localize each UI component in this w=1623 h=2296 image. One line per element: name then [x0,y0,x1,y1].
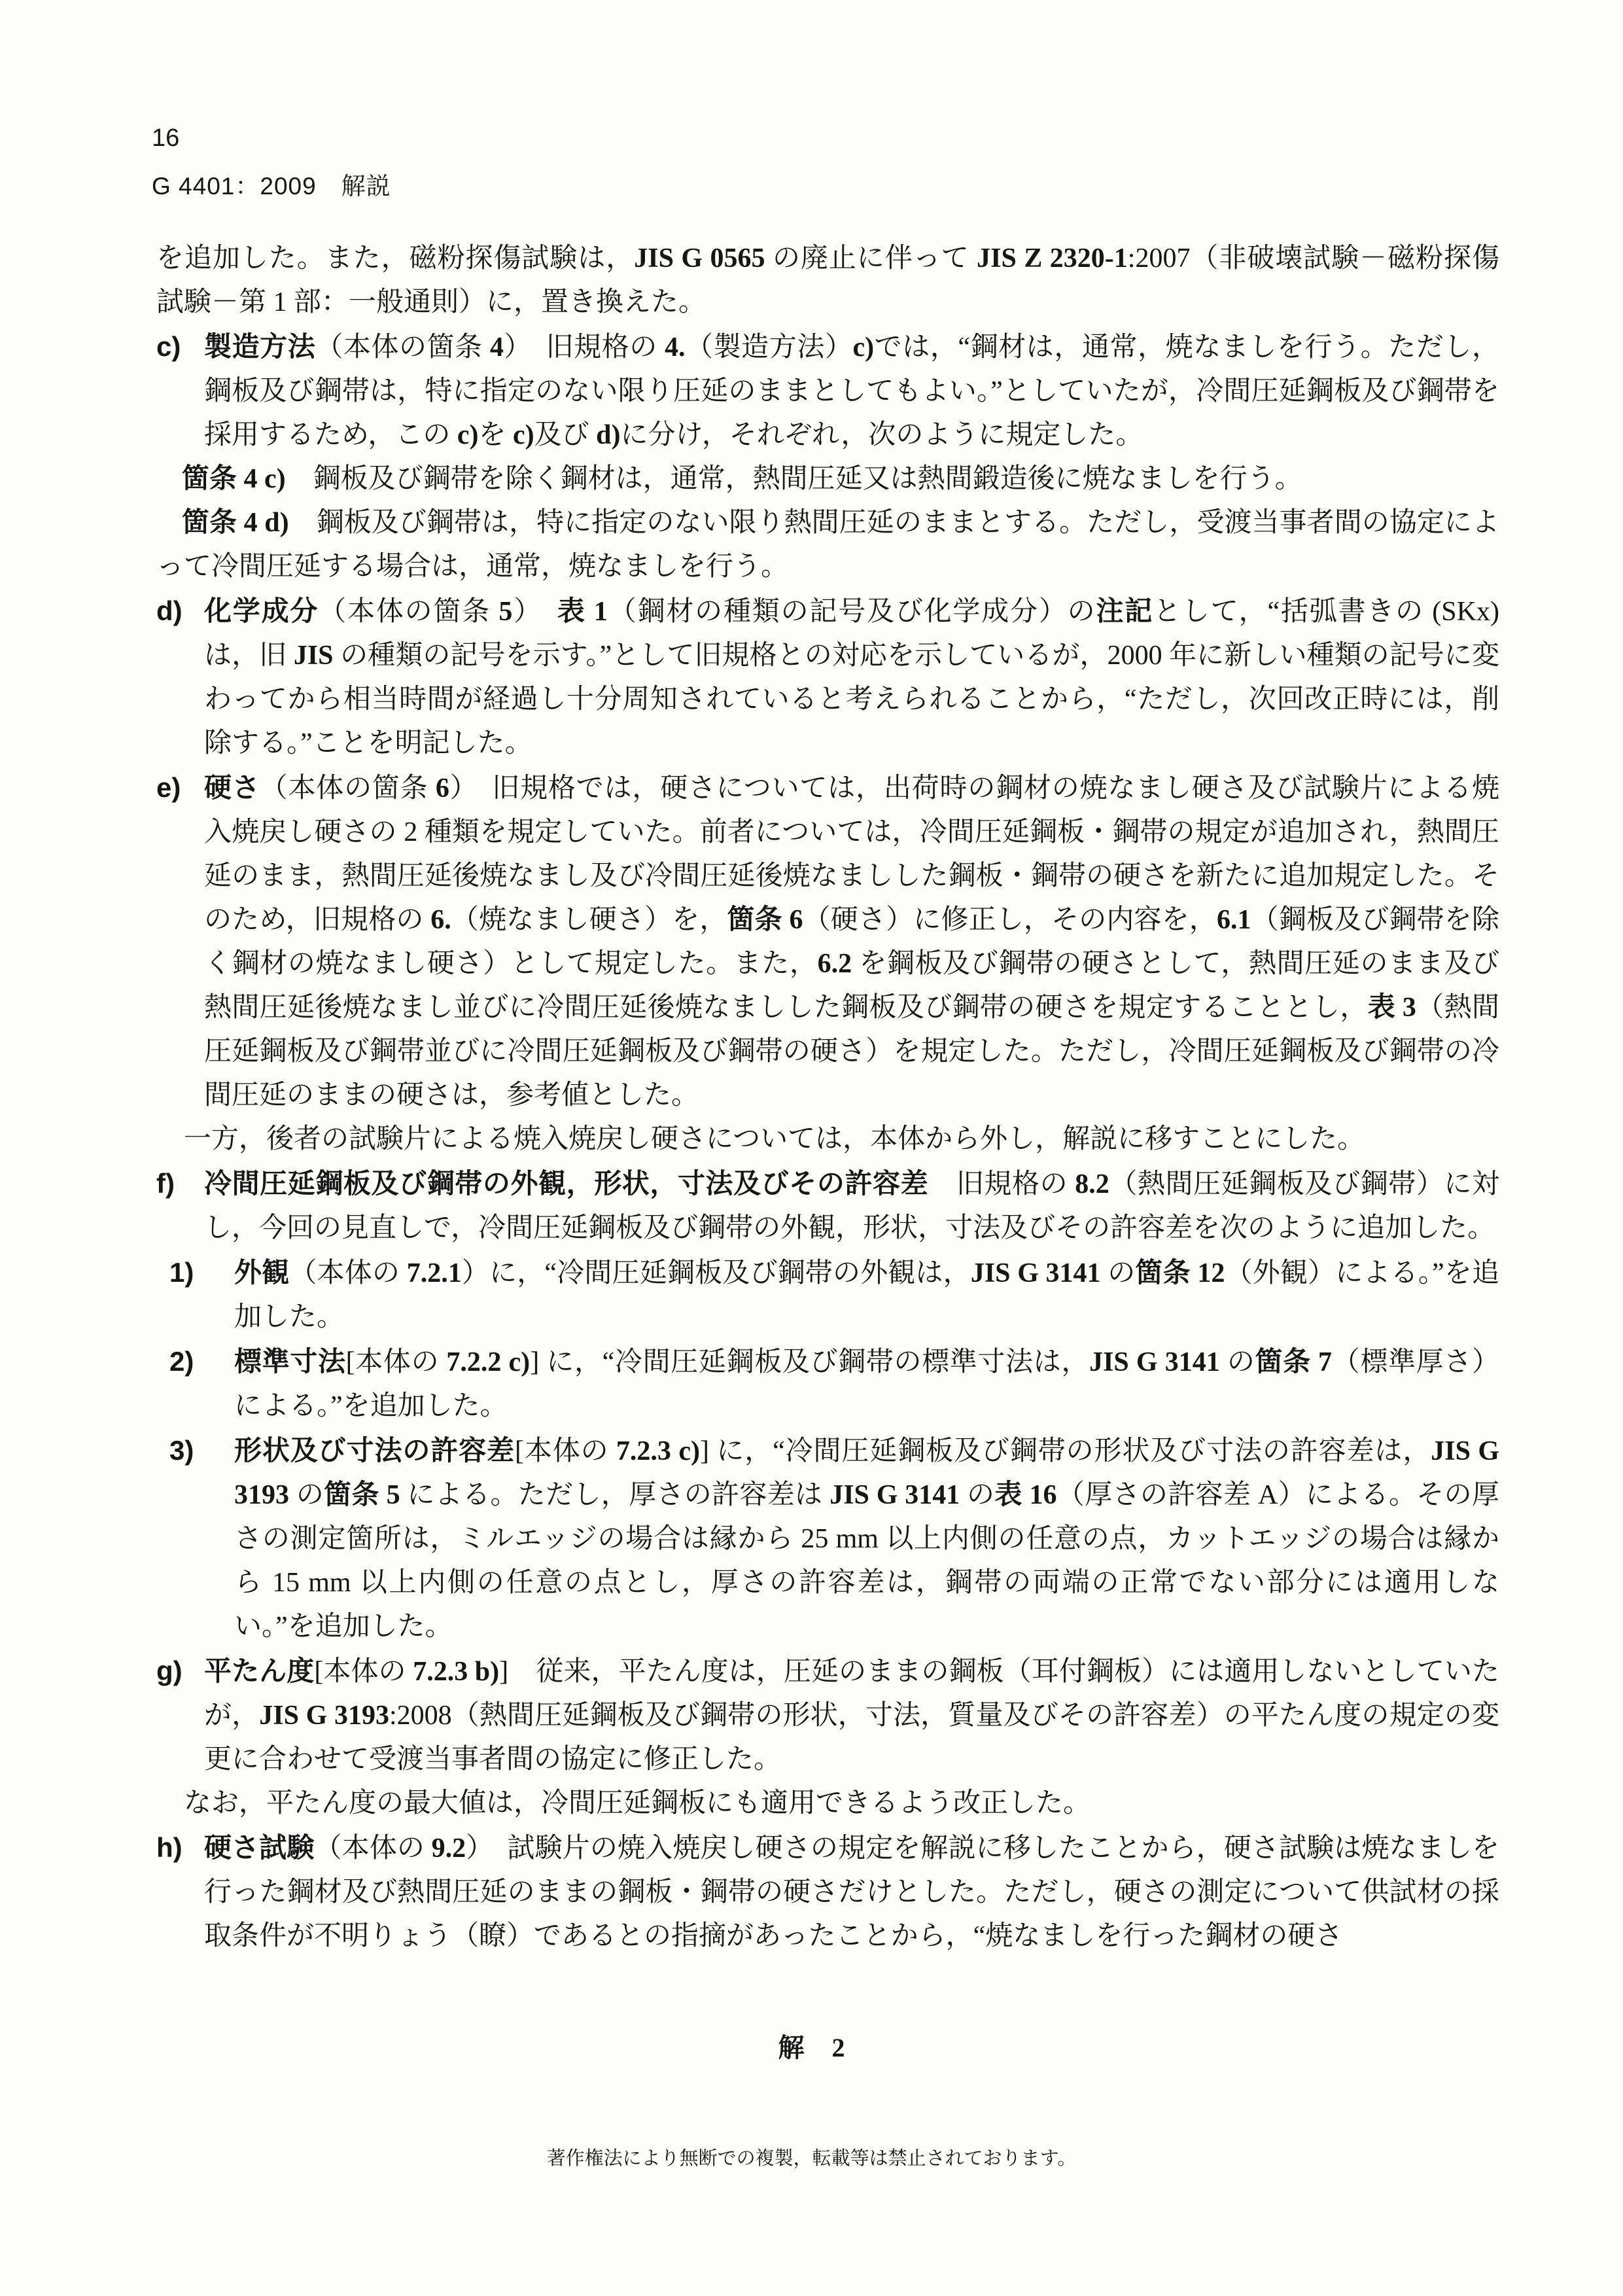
item-d-label: d) [156,595,183,626]
item-e-text: 硬さ（本体の箇条 6） 旧規格では，硬さについては，出荷時の鋼材の焼なまし硬さ及び試験片による焼入焼戻し硬さの 2 種類を規定していた。前者については，冷間圧延鋼板・鋼帯の規定が追加され，熱間圧延のまま，熱間圧延後焼なまし及び冷間圧延後焼なましした鋼板・鋼帯の硬さを新たに追加規定した。そのため，旧規格の 6.（焼なまし硬さ）を，箇条 6（硬さ）に修正し，その内容を，6.1（鋼板及び鋼帯を除く鋼材の焼なまし硬さ）として規定した。また，6.2 を鋼板及び鋼帯の硬さとして，熱間圧延のまま及び熱間圧延後焼なまし並びに冷間圧延後焼なましした鋼板及び鋼帯の硬さを規定することとし，表 3（熱間圧延鋼板及び鋼帯並びに冷間圧延鋼板及び鋼帯の硬さ）を規定した。ただし，冷間圧延鋼板及び鋼帯の冷間圧延のままの硬さは，参考値とした。 [204,772,1499,1110]
item-h-text: 硬さ試験（本体の 9.2） 試験片の焼入焼戻し硬さの規定を解説に移したことから，硬さ試験は焼なましを行った鋼材及び熱間圧延のままの鋼板・鋼帯の硬さだけとした。ただし，硬さの測定について供試材の採取条件が不明りょう（瞭）であるとの指摘があったことから，“焼なましを行った鋼材の硬さ [204,1832,1499,1951]
item-e-second-paragraph: 一方，後者の試験片による焼入焼戻し硬さについては，本体から外し，解説に移すことにした。 [184,1124,1365,1154]
item-f-text: 冷間圧延鋼板及び鋼帯の外観，形状，寸法及びその許容差 旧規格の 8.2（熱間圧延鋼板及び鋼帯）に対し，今回の見直しで，冷間圧延鋼板及び鋼帯の外観，形状，寸法及びその許容差を次のように追加した。 [204,1168,1499,1243]
item-h-label: h) [156,1832,183,1863]
item-c [156,325,1499,457]
item-c-text: 製造方法（本体の箇条 4） 旧規格の 4.（製造方法）c)では，“鋼材は，通常，焼なましを行う。ただし，鋼板及び鋼帯は，特に指定のない限り圧延のままとしてもよい。”としていたが，冷間圧延鋼板及び鋼帯を採用するため，この c)を c)及び d)に分け，それぞれ，次のように規定した。 [204,331,1499,450]
page-number: 16 [152,124,180,152]
item-g-label: g) [156,1655,183,1686]
standard-header: G 4401：2009 解説 [152,173,391,200]
subitem-3-text: 形状及び寸法の許容差[本体の 7.2.3 c)] に，“冷間圧延鋼板及び鋼帯の形状及び寸法の許容差は，JIS G 3193 の箇条 5 による。ただし，厚さの許容差は JIS G 3141 の表 16（厚さの許容差 A）による。その厚さの測定箇所は，ミルエッジの場合は縁から 25 mm 以上内側の任意の点，カットエッジの場合は縁から 15 mm 以上内側の任意の点とし，厚さの許容差は，鋼帯の両端の正常でない部分には適用しない。”を追加した。 [234,1435,1499,1642]
footer-page-number: 2 [831,2033,845,2062]
item-g [156,1649,1499,1782]
subitem-2-label: 2) [169,1346,194,1377]
item-c-label: c) [156,331,181,362]
item-d [156,589,1499,766]
item-h [156,1826,1499,1958]
item-g-second-paragraph: なお，平たん度の最大値は，冷間圧延鋼板にも適用できるよう改正した。 [184,1788,1091,1818]
footer-section-label: 解 [778,2033,805,2062]
subitem-3 [156,1428,1499,1649]
item-g-text: 平たん度[本体の 7.2.3 b)] 従来，平たん度は，圧延のままの鋼板（耳付鋼板）には適用しないとしていたが，JIS G 3193:2008（熱間圧延鋼板及び鋼帯の形状，寸法，質量及びその許容差）の平たん度の規定の変更に合わせて受渡当事者間の協定に修正した。 [204,1655,1499,1775]
subitem-1-label: 1) [169,1257,194,1288]
subitem-2 [156,1339,1499,1428]
copyright-notice: 著作権法により無断での複製，転載等は禁止されております。 [546,2148,1077,2169]
intro-continuation-paragraph: を追加した。また，磁粉探傷試験は，JIS G 0565 の廃止に伴って JIS Z 2320-1:2007（非破壊試験－磁粉探傷試験－第 1 部：一般通則）に，置き換えた。 [156,243,1499,317]
clause-4d-line: 箇条 4 d) 鋼板及び鋼帯は，特に指定のない限り熱間圧延のままとする。ただし，受渡当事者間の協定によって冷間圧延する場合は，通常，焼なましを行う。 [156,508,1499,582]
subitem-1 [156,1250,1499,1339]
clause-4c-line: 箇条 4 c) 鋼板及び鋼帯を除く鋼材は，通常，熱間圧延又は熱間鍛造後に焼なましを行う。 [182,464,1302,494]
item-f [156,1161,1499,1250]
item-e [156,766,1499,1118]
item-f-label: f) [156,1168,175,1199]
subitem-1-text: 外観（本体の 7.2.1）に，“冷間圧延鋼板及び鋼帯の外観は，JIS G 3141 の箇条 12（外観）による。”を追加した。 [234,1257,1499,1332]
subitem-2-text: 標準寸法[本体の 7.2.2 c)] に，“冷間圧延鋼板及び鋼帯の標準寸法は，JIS G 3141 の箇条 7（標準厚さ）による。”を追加した。 [234,1346,1499,1421]
item-d-text: 化学成分（本体の箇条 5） 表 1（鋼材の種類の記号及び化学成分）の注記として，“括弧書きの (SKx) は，旧 JIS の種類の記号を示す。”として旧規格との対応を示しているが，2000 年に新しい種類の記号に変わってから相当時間が経過し十分周知されていると考えられることから，“ただし，次回改正時には，削除する。”ことを明記した。 [204,595,1499,758]
subitem-3-label: 3) [169,1435,194,1466]
document-body [156,237,1499,1958]
page-footer [0,2027,1623,2064]
item-e-label: e) [156,772,181,803]
